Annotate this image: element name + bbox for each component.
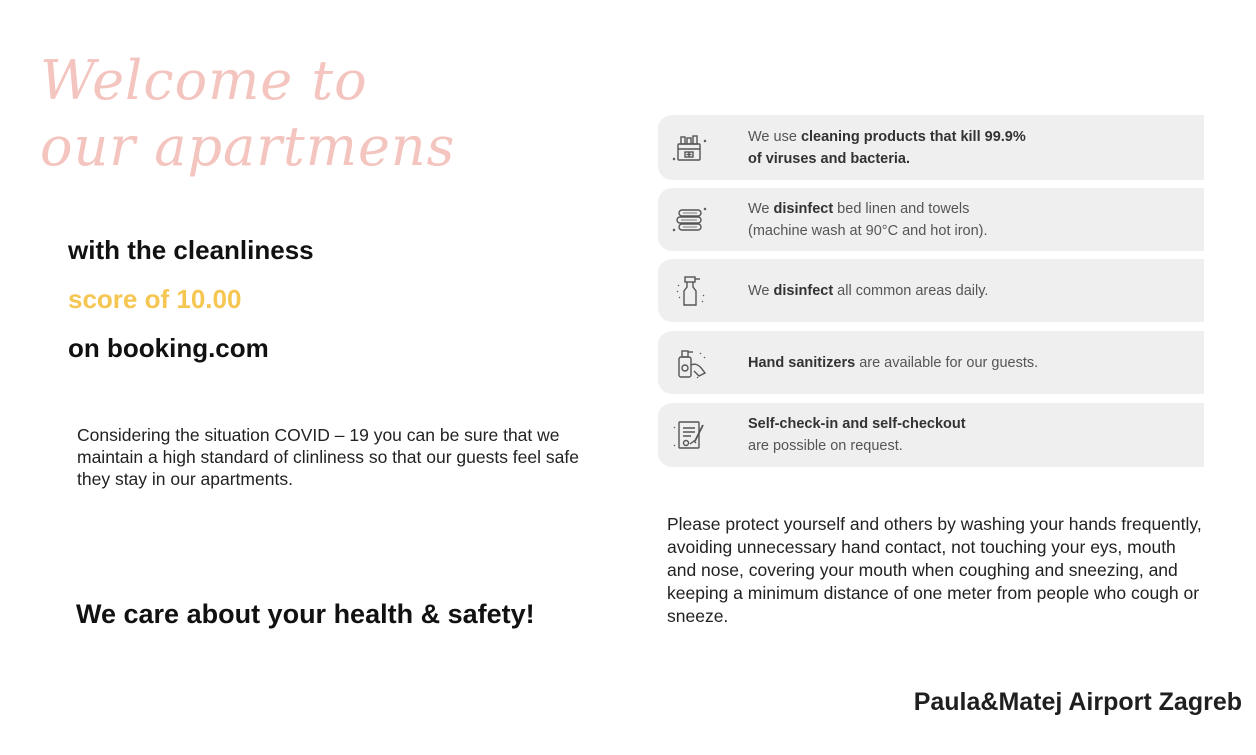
measure-text-bold-line2: of viruses and bacteria.	[748, 150, 910, 167]
measure-text-linen	[722, 198, 988, 242]
protect-paragraph: Please protect yourself and others by washing your hands frequently, avoiding unnecessary hand contact, not touching your eys, mouth and nose, covering your mouth when coughing and sneezing, and keeping a minimum distance of one meter from people who cough or sneeze.	[667, 514, 1202, 626]
measure-text-bold: Self-check-in and self-checkout	[748, 416, 966, 432]
measure-text-suffix: bed linen and towels	[833, 200, 970, 217]
cleanliness-line-1: with the cleanliness	[68, 235, 314, 265]
measure-text-cleaning	[722, 126, 1026, 170]
measure-card-linen	[658, 188, 1204, 251]
measure-card-sanitizers	[658, 331, 1204, 394]
measure-text-bold: disinfect	[773, 282, 834, 299]
checkin-document-icon	[658, 403, 722, 467]
measure-card-cleaning	[658, 115, 1204, 180]
measure-text-bold: disinfect	[773, 200, 834, 217]
measure-text-suffix: are available for our guests.	[855, 354, 1039, 371]
measure-text-bold: cleaning products that kill 99.9%	[800, 128, 1026, 145]
measure-text-prefix: We	[748, 282, 774, 299]
towels-icon	[658, 188, 722, 251]
measure-text-checkin	[722, 413, 966, 457]
cleaning-products-icon	[658, 115, 722, 180]
measure-text-prefix: We use	[748, 128, 801, 145]
measure-card-checkin	[658, 403, 1204, 467]
welcome-line-2: our apartmens	[40, 115, 456, 178]
covid-paragraph: Considering the situation COVID – 19 you can be sure that we maintain a high standard of clinliness so that our guests feel safe they stay in our apartments.	[77, 425, 579, 489]
brand-name: Paula&Matej Airport Zagreb	[913, 688, 1242, 716]
measure-card-common-areas	[658, 259, 1204, 322]
measure-text-common-areas	[722, 280, 988, 302]
welcome-heading	[40, 48, 455, 180]
care-heading: We care about your health & safety!	[76, 599, 535, 629]
welcome-line-1: Welcome to	[40, 49, 368, 112]
measure-text-bold: Hand sanitizers	[748, 354, 856, 371]
measure-text-line2: are possible on request.	[748, 438, 903, 454]
hand-sanitizer-icon	[658, 331, 722, 394]
spray-bottle-icon	[658, 259, 722, 322]
measure-text-line2: (machine wash at 90°C and hot iron).	[748, 222, 988, 239]
measure-text-sanitizers	[722, 352, 1038, 374]
measure-text-prefix: We	[748, 200, 774, 217]
measure-text-suffix: all common areas daily.	[833, 282, 989, 299]
cleanliness-line-3: on booking.com	[68, 333, 269, 363]
cleanliness-score: score of 10.00	[68, 284, 242, 314]
